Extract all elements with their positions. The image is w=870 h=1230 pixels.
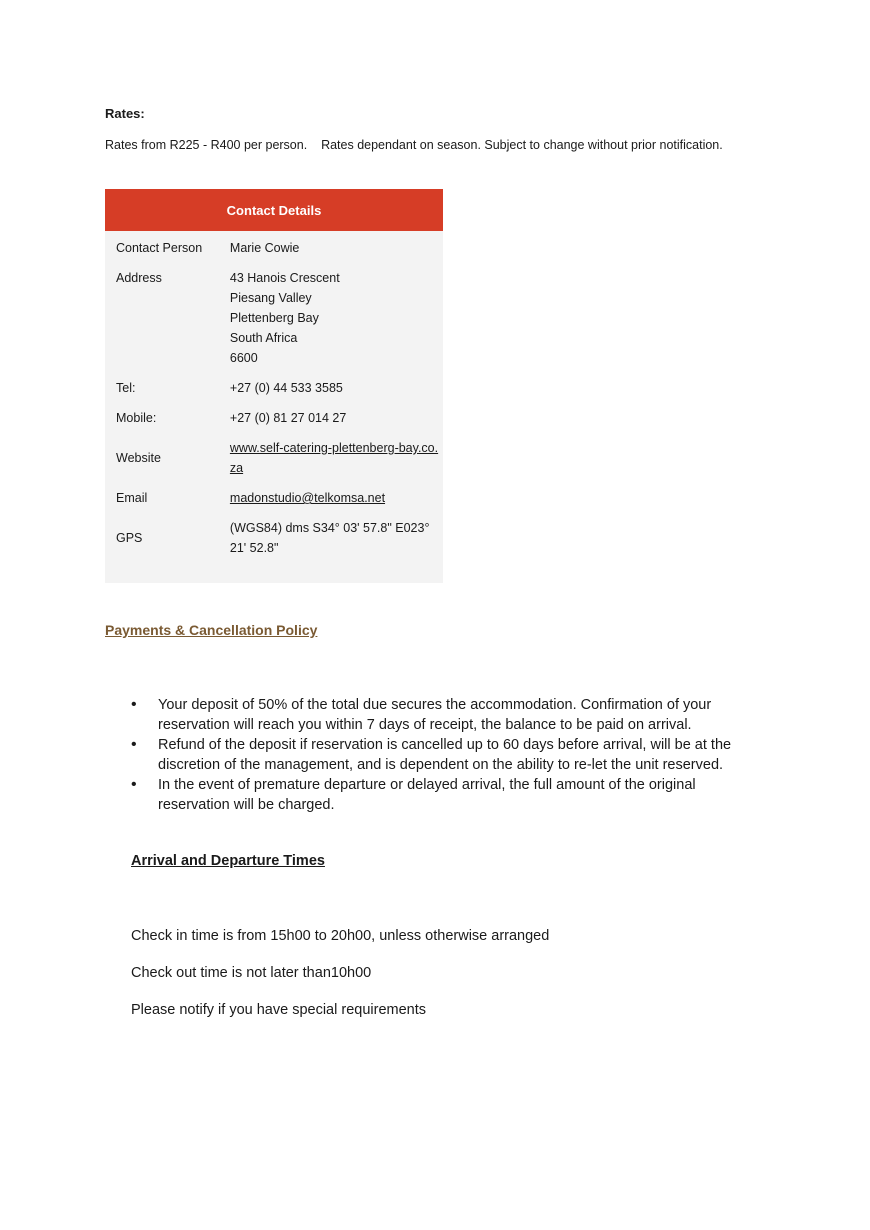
- contact-row-address: [105, 268, 443, 378]
- gps-value: (WGS84) dms S34° 03' 57.8" E023° 21' 52.8": [229, 521, 430, 555]
- contact-person-value: Marie Cowie: [229, 241, 300, 255]
- address-label: Address: [116, 271, 162, 285]
- email-cell: [230, 488, 443, 518]
- address-line: 6600: [229, 351, 258, 365]
- tel-label: Tel:: [116, 381, 136, 395]
- website-cell: [230, 438, 443, 488]
- contact-row-mobile: [105, 408, 443, 438]
- gps-label: GPS: [116, 531, 143, 545]
- email-label: Email: [116, 491, 148, 505]
- check-in-text: Check in time is from 15h00 to 20h00, unless otherwise arranged: [131, 928, 550, 944]
- address-value: [230, 268, 443, 378]
- tel-value: +27 (0) 44 533 3585: [229, 381, 343, 395]
- policy-item: • In the event of premature departure or delayed arrival, the full amount of the original reservation will be charged.: [131, 775, 751, 815]
- check-out-text: Check out time is not later than10h00: [131, 965, 372, 981]
- policy-item: • Refund of the deposit if reservation is cancelled up to 60 days before arrival, will be at the discretion of the management, and is dependent on the ability to re-let the unit reserved.: [131, 735, 751, 775]
- contact-details-header: Contact Details: [105, 189, 443, 231]
- contact-row-email: [105, 488, 443, 518]
- payments-policy-heading: Payments & Cancellation Policy: [105, 622, 318, 638]
- contact-details-box: [105, 189, 443, 583]
- special-requirements-text: Please notify if you have special requirements: [131, 1002, 426, 1018]
- contact-row-gps: [105, 518, 443, 568]
- website-link[interactable]: www.self-catering-plettenberg-bay.co.za: [229, 441, 439, 475]
- rates-text: Rates from R225 - R400 per person. Rates dependant on season. Subject to change without prior notification.: [105, 138, 723, 152]
- contact-person-label: Contact Person: [116, 241, 203, 255]
- mobile-value: +27 (0) 81 27 014 27: [229, 411, 347, 425]
- rates-heading: Rates:: [105, 106, 145, 121]
- mobile-label: Mobile:: [116, 411, 157, 425]
- email-link[interactable]: madonstudio@telkomsa.net: [229, 491, 386, 505]
- policy-list: [131, 695, 751, 815]
- contact-table: [105, 238, 443, 568]
- address-line: Plettenberg Bay: [229, 311, 319, 325]
- contact-row-website: [105, 438, 443, 488]
- policy-item: • Your deposit of 50% of the total due secures the accommodation. Confirmation of your reservation will reach you within 7 days of receipt, the balance to be paid on arrival.: [131, 695, 751, 735]
- address-line: 43 Hanois Crescent: [229, 271, 340, 285]
- address-line: South Africa: [229, 331, 298, 345]
- contact-row-person: [105, 238, 443, 268]
- address-line: Piesang Valley: [229, 291, 312, 305]
- arrival-departure-heading: Arrival and Departure Times: [131, 853, 325, 869]
- contact-row-tel: [105, 378, 443, 408]
- website-label: Website: [116, 451, 161, 465]
